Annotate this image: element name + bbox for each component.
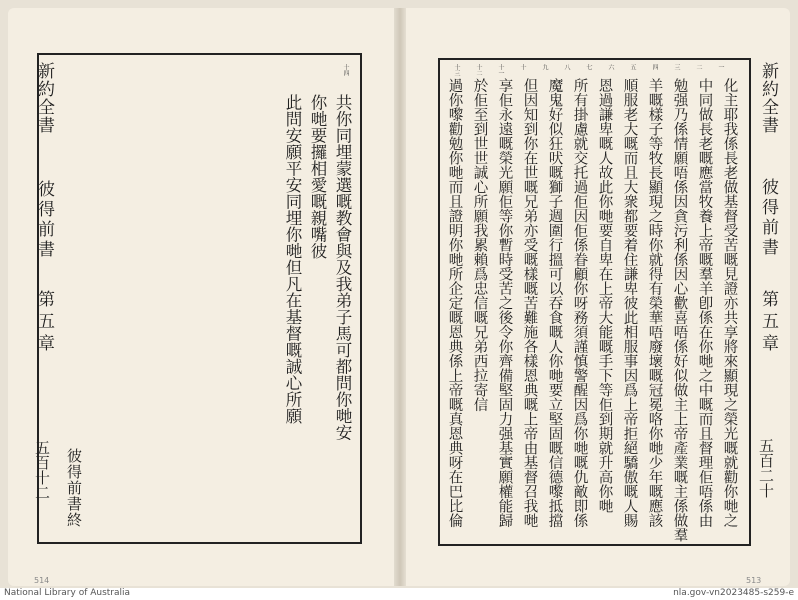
left-book-title: 彼得前書	[34, 180, 54, 260]
verse-number: 六	[607, 64, 614, 70]
verse-number: 十二	[475, 64, 482, 76]
right-page-number: 五百二十	[757, 438, 775, 498]
text-column: 羊嘅樣子等牧長顯現之時你就得有榮華唔廢壞嘅冠冕咯你哋少年嘅應該	[646, 78, 663, 528]
text-column: 此問安願平安同埋你哋但凡在基督嘅誠心所願	[283, 94, 302, 424]
text-column: 勉强乃係情願唔係因貪污利係因心歡喜唔係好似做主上帝產業嘅主係做羣	[671, 78, 688, 542]
text-column: 過你嚟勸勉你哋而且證明你哋所企定嘅恩典係上帝嘅真恩典呀在巴比倫	[446, 78, 463, 528]
text-column: 所有掛慮就交托過佢因佢係眷顧你呀務須謹慎警醒因爲你哋嘅仇敵即係	[571, 78, 588, 528]
verse-number: 十一	[497, 64, 504, 76]
verse-number: 二	[695, 64, 702, 70]
text-column: 但因知到你在世嘅兄弟亦受嘅樣嘅苦難施各樣恩典嘅上帝由基督召我哋	[521, 78, 538, 528]
right-book-title: 彼得前書	[758, 178, 778, 258]
right-running-header: 新約全書	[758, 62, 778, 134]
verse-number: 五	[629, 64, 636, 70]
text-column: 化主耶我係長老做基督受苦嘅見證亦共享將來顯現之榮光嘅就勸你哋之	[721, 78, 738, 528]
verse-number: 一	[717, 64, 724, 70]
text-column: 中同做長老嘅應當牧養上帝嘅羣羊卽係在你哋之中嘅而且督理佢唔係由	[696, 78, 713, 528]
pencil-page-mark-right: 513	[746, 576, 762, 585]
verse-number: 九	[541, 64, 548, 70]
verse-number: 十三	[453, 64, 460, 76]
text-column: 享佢永遠嘅榮光願佢等你暫時受苦之後令你齊備堅固力强基實願權能歸	[496, 78, 513, 528]
verse-number: 三	[673, 64, 680, 70]
pencil-page-mark-left: 514	[34, 576, 50, 585]
text-column: 順服老大嘅而且大衆都要着住謙卑彼此相服事因爲上帝拒絕驕傲嘅人賜	[621, 78, 638, 528]
right-chapter-label: 第五章	[758, 290, 778, 356]
book-gutter	[394, 8, 406, 586]
item-identifier: nla.gov-vn2023485-s259-e	[673, 588, 794, 598]
left-page-number: 五百十二	[33, 440, 51, 500]
text-column: 恩過謙卑嘅人故此你哋要自卑在上帝大能嘅手下等佢到期就升高你哋	[596, 78, 613, 513]
text-column: 你哋要攞相愛嘅親嘴彼	[308, 94, 327, 259]
text-column: 魔鬼好似狂吠嘅獅子週圍行搵可以吞食嘅人你哋要立堅固嘅信德嚟抵擋	[546, 78, 563, 528]
left-chapter-label: 第五章	[34, 290, 54, 356]
verse-number: 十	[519, 64, 526, 70]
verse-number: 八	[563, 64, 570, 70]
verse-number: 七	[585, 64, 592, 70]
text-column: 共你同埋蒙選嘅教會與及我弟子馬可都問你哋安	[333, 94, 352, 441]
library-footer	[0, 588, 798, 600]
verse-number: 四	[651, 64, 658, 70]
text-column: 於佢至到世世誠心所願我累賴爲忠信嘅兄弟西拉寄信	[471, 78, 488, 412]
left-verse-number: 十四	[342, 64, 349, 76]
library-credit: National Library of Australia	[4, 588, 131, 598]
book-end-note: 彼得前書終	[65, 448, 83, 528]
left-running-header: 新約全書	[34, 62, 54, 134]
